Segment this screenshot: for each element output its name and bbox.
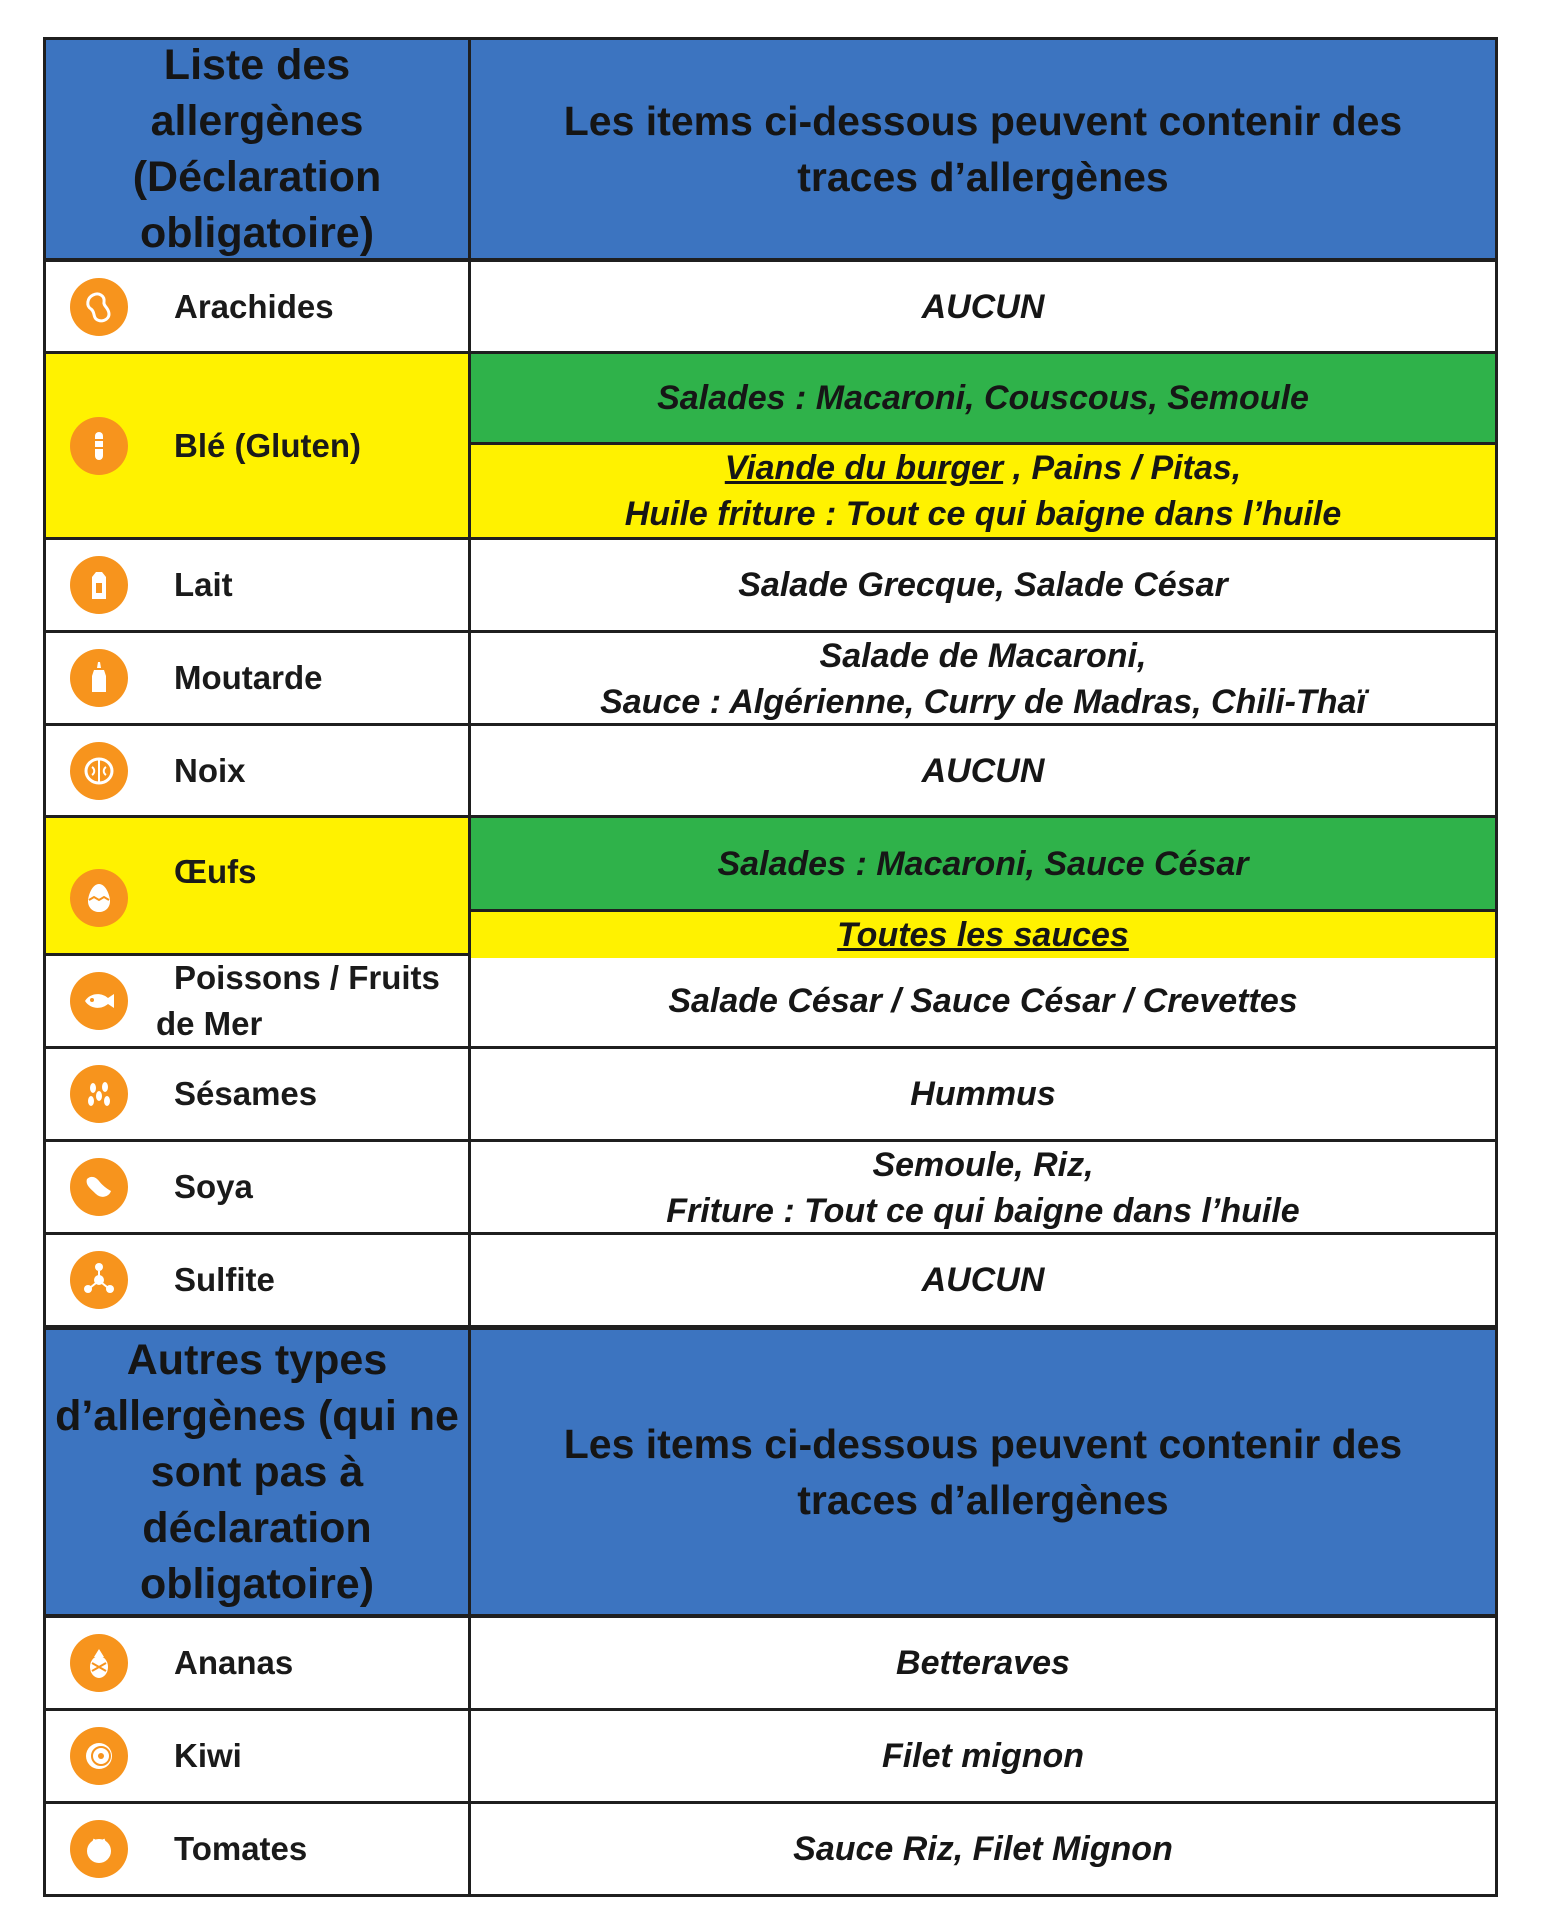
allergen-name-line: de Mer bbox=[156, 1005, 263, 1042]
allergen-name-cell bbox=[46, 1711, 471, 1801]
traces-cell: Hummus bbox=[910, 1075, 1056, 1113]
traces-cell: AUCUN bbox=[921, 1261, 1045, 1299]
allergen-name-cell bbox=[46, 1142, 471, 1232]
allergen-name: Soya bbox=[174, 1168, 253, 1205]
allergen-name: Tomates bbox=[174, 1830, 308, 1867]
header-left-cell bbox=[46, 1330, 471, 1614]
allergen-name-cell bbox=[46, 726, 471, 815]
milk-carton-icon bbox=[70, 556, 128, 614]
header-right-cell bbox=[471, 1330, 1495, 1614]
traces-cell: AUCUN bbox=[921, 287, 1045, 326]
table-row bbox=[43, 1235, 1498, 1328]
header-allergen-list-title: Liste des allergènes (Déclaration obligatoire) bbox=[132, 41, 382, 257]
fish-icon bbox=[70, 972, 128, 1030]
traces-cell: Salade Grecque, Salade César bbox=[738, 566, 1228, 604]
allergen-name-cell bbox=[46, 818, 471, 953]
allergen-name: Lait bbox=[174, 566, 233, 603]
allergen-name: Sulfite bbox=[174, 1261, 275, 1298]
peanut-icon bbox=[70, 278, 128, 336]
tomato-icon bbox=[70, 1820, 128, 1878]
table-row bbox=[43, 1049, 1498, 1142]
traces-line: Semoule, Riz, bbox=[872, 1146, 1094, 1184]
allergen-name-cell bbox=[46, 1618, 471, 1708]
allergen-name-cell bbox=[46, 1235, 471, 1325]
traces-cell: AUCUN bbox=[921, 751, 1045, 790]
traces-cell: Betteraves bbox=[896, 1644, 1070, 1682]
header-other-allergens-title: Autres types d’allergènes (qui ne sont pas à déclaration obligatoire) bbox=[55, 1336, 459, 1608]
sesame-icon bbox=[70, 1065, 128, 1123]
table-row bbox=[43, 818, 1498, 956]
allergen-table bbox=[43, 37, 1498, 1897]
allergen-name-line: Poissons / Fruits bbox=[174, 959, 440, 996]
allergen-name-cell bbox=[46, 540, 471, 630]
walnut-icon bbox=[70, 742, 128, 800]
traces-line: Friture : Tout ce qui baigne dans l’huile bbox=[666, 1192, 1300, 1230]
allergen-name: Blé (Gluten) bbox=[174, 426, 361, 464]
table-header-mandatory bbox=[43, 37, 1498, 262]
allergen-name: Ananas bbox=[174, 1644, 294, 1681]
header-left-cell bbox=[46, 40, 471, 258]
pineapple-icon bbox=[70, 1634, 128, 1692]
allergen-name: Noix bbox=[174, 751, 246, 789]
table-header-other bbox=[43, 1328, 1498, 1618]
table-row bbox=[43, 1711, 1498, 1804]
traces-line bbox=[725, 445, 1241, 491]
table-row bbox=[43, 1804, 1498, 1897]
allergen-name-cell bbox=[46, 354, 471, 537]
traces-cell: Sauce Riz, Filet Mignon bbox=[793, 1830, 1173, 1868]
allergen-name bbox=[156, 955, 440, 1047]
traces-cell: Salade César / Sauce César / Crevettes bbox=[668, 982, 1298, 1020]
table-row bbox=[43, 633, 1498, 726]
table-row bbox=[43, 262, 1498, 354]
traces-cell bbox=[471, 633, 1495, 725]
allergen-name-cell bbox=[46, 633, 471, 723]
traces-item: , Pains / Pitas, bbox=[1003, 449, 1242, 487]
traces-underlined-item: Toutes les sauces bbox=[837, 916, 1129, 954]
table-row bbox=[43, 540, 1498, 633]
allergen-name: Moutarde bbox=[174, 659, 323, 696]
sulfite-molecule-icon bbox=[70, 1251, 128, 1309]
soybean-icon bbox=[70, 1158, 128, 1216]
table-row bbox=[43, 956, 1498, 1049]
traces-line: Salade de Macaroni, bbox=[819, 637, 1147, 675]
header-traces-title: Les items ci-dessous peuvent contenir des traces d’allergènes bbox=[563, 1421, 1403, 1523]
allergen-name-cell bbox=[46, 1804, 471, 1894]
traces-underlined-item: Viande du burger bbox=[724, 449, 1004, 487]
allergen-name: Œufs bbox=[174, 853, 257, 890]
traces-line: Sauce : Algérienne, Curry de Madras, Chili-Thaï bbox=[600, 683, 1366, 721]
wheat-icon bbox=[70, 417, 128, 475]
table-row bbox=[43, 726, 1498, 818]
traces-line: Huile friture : Tout ce qui baigne dans l’huile bbox=[624, 495, 1342, 533]
traces-cell-yellow bbox=[471, 912, 1495, 958]
mustard-bottle-icon bbox=[70, 649, 128, 707]
traces-cell bbox=[471, 1142, 1495, 1234]
table-row bbox=[43, 1142, 1498, 1235]
table-row bbox=[43, 354, 1498, 540]
allergen-name-cell bbox=[46, 1049, 471, 1139]
traces-cell-yellow bbox=[471, 445, 1495, 537]
allergen-name-cell bbox=[46, 956, 471, 1046]
header-right-cell bbox=[471, 40, 1495, 258]
traces-cell-green: Salades : Macaroni, Sauce César bbox=[471, 818, 1495, 912]
allergen-name: Sésames bbox=[174, 1075, 318, 1112]
table-row bbox=[43, 1618, 1498, 1711]
allergen-name-cell bbox=[46, 262, 471, 351]
egg-icon bbox=[70, 869, 128, 927]
header-traces-title: Les items ci-dessous peuvent contenir des traces d’allergènes bbox=[563, 98, 1403, 200]
traces-cell: Filet mignon bbox=[881, 1737, 1085, 1775]
allergen-name: Kiwi bbox=[174, 1737, 242, 1774]
traces-cell-green: Salades : Macaroni, Couscous, Semoule bbox=[471, 354, 1495, 445]
kiwi-icon bbox=[70, 1727, 128, 1785]
allergen-name: Arachides bbox=[174, 287, 334, 325]
